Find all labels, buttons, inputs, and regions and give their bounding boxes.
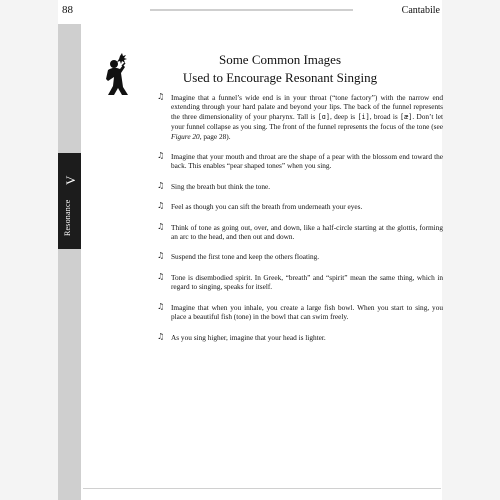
music-note-icon: ♫	[157, 151, 165, 161]
ipa-symbol: [ɑ]	[317, 112, 330, 121]
music-note-icon: ♫	[157, 251, 165, 261]
list-item	[157, 182, 443, 191]
list-item	[157, 303, 443, 322]
running-head: Cantabile	[401, 5, 440, 16]
music-note-icon: ♫	[157, 221, 165, 231]
list-item-text: Sing the breath but think the tone.	[171, 181, 271, 191]
list-item	[157, 252, 443, 261]
list-item	[157, 273, 443, 292]
section-title-line-1: Some Common Images	[218, 52, 342, 67]
list-item	[157, 202, 443, 211]
ipa-symbol: [i]	[357, 112, 370, 121]
music-note-icon: ♫	[157, 271, 165, 281]
list-item-text: Feel as though you can sift the breath from underneath your eyes.	[171, 202, 363, 212]
section-title-line-2: Used to Encourage Resonant Singing	[182, 70, 378, 85]
list-item	[157, 223, 443, 242]
singer-figure-icon	[100, 52, 134, 96]
music-note-icon: ♫	[157, 301, 165, 311]
list-item-text: Suspend the first tone and keep the others floating.	[171, 252, 320, 262]
list-item	[157, 333, 443, 342]
header-rule	[150, 9, 353, 11]
music-note-icon: ♫	[157, 201, 165, 211]
figure-reference: Figure 20	[171, 131, 200, 141]
list-item	[157, 152, 443, 171]
page-number: 88	[62, 4, 73, 16]
music-note-icon: ♫	[157, 92, 165, 101]
list-item-text: Think of tone as going out, over, and down, like a half-circle starting at the glottis, forming an arc to the head, and then out and down.	[171, 222, 443, 242]
list-item-text: Imagine that your mouth and throat are the shape of a pear with the blossom end toward the back. This enables “pear shaped tones” when you sing.	[171, 152, 443, 171]
music-note-icon: ♫	[157, 331, 165, 341]
list-item: ♫ Imagine that a funnel’s wide end is in your throat (“tone factory”) with the narrow end extending through your hard palate and beyond your lips. The back of the funnel represents the three dimensionality of your pharynx. Tall is [ɑ], deep is [i], broad is [æ]. Don’t let your funnel collapse as you sing. The front of the funnel represents the focus of the tone (see Figure 20, page 28).	[157, 92, 443, 141]
list-item-text: Tone is disembodied spirit. In Greek, “breath” and “spirit” mean the same thing, which in regard to singing, speaks for itself.	[171, 272, 443, 292]
music-note-icon: ♫	[157, 180, 165, 190]
footer-rule	[83, 488, 441, 489]
tips-list	[157, 93, 443, 353]
list-item-text: As you sing higher, imagine that your head is lighter.	[171, 332, 326, 342]
side-tab-label: Resonance	[63, 199, 72, 236]
side-tab-roman-numeral: V	[63, 175, 78, 185]
side-tab	[58, 24, 81, 500]
ipa-symbol: [æ]	[400, 112, 413, 121]
list-item-text: Imagine that when you inhale, you create a large fish bowl. When you start to sing, you place a beautiful fish (tone) in the bowl that can swim freely.	[171, 302, 443, 322]
